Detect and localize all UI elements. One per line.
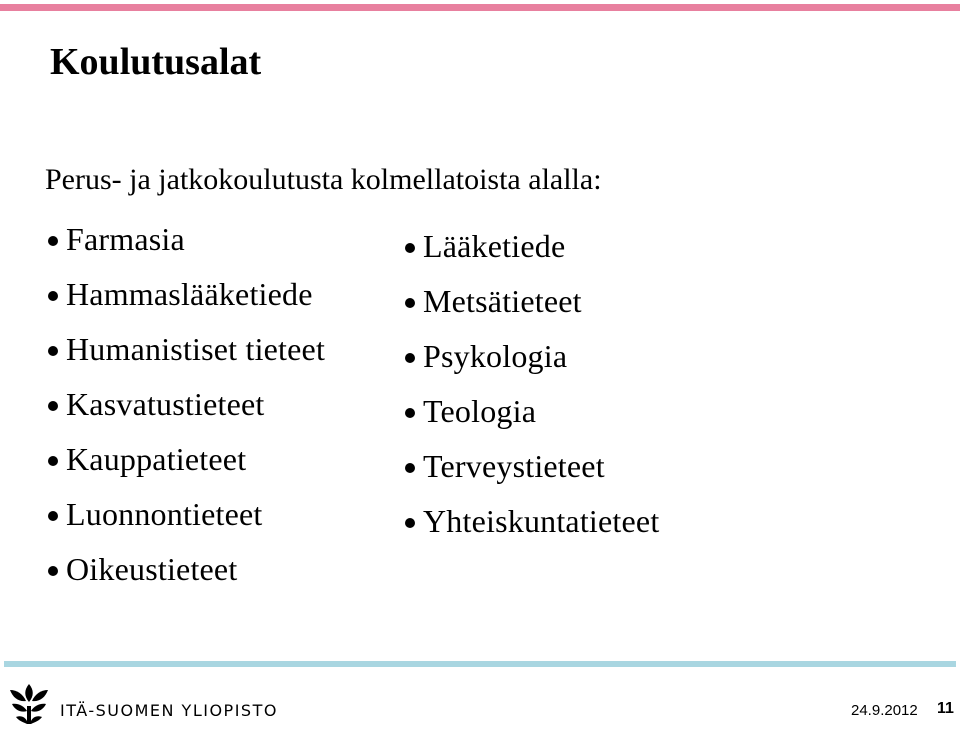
bullet-icon: [48, 346, 58, 356]
list-item: [48, 329, 325, 384]
list-item-label: Luonnontieteet: [66, 496, 263, 532]
footer-date: 24.9.2012: [851, 702, 918, 719]
list-item: [48, 274, 325, 329]
bullet-icon: [405, 298, 415, 308]
list-item: [405, 281, 659, 336]
bullet-icon: [405, 408, 415, 418]
slide-title: Koulutusalat: [50, 41, 262, 83]
bullet-icon: [48, 511, 58, 521]
list-item-label: Psykologia: [423, 338, 568, 374]
bullet-icon: [405, 243, 415, 253]
bottom-accent-bar: [4, 661, 956, 667]
bullet-icon: [405, 353, 415, 363]
list-item-label: Terveystieteet: [423, 448, 605, 484]
list-item-label: Metsätieteet: [423, 283, 582, 319]
list-item-label: Yhteiskuntatieteet: [423, 503, 660, 539]
list-item: [48, 494, 325, 549]
bullet-icon: [405, 518, 415, 528]
list-item-label: Hammaslääketiede: [66, 276, 313, 312]
list-item-label: Farmasia: [66, 221, 185, 257]
bullet-icon: [405, 463, 415, 473]
list-item-label: Oikeustieteet: [66, 551, 238, 587]
list-item: [405, 391, 659, 446]
intro-text: Perus- ja jatkokoulutusta kolmellatoista alalla:: [45, 163, 602, 196]
list-item: [405, 446, 659, 501]
page-number: 11: [937, 700, 954, 717]
list-item-label: Humanistiset tieteet: [66, 331, 326, 367]
university-logo-icon: [6, 680, 52, 726]
list-item: [48, 219, 325, 274]
field-list-left: [48, 219, 325, 604]
bullet-icon: [48, 566, 58, 576]
list-item: [405, 226, 659, 281]
bullet-icon: [48, 291, 58, 301]
list-item: [48, 549, 325, 604]
list-item: [48, 384, 325, 439]
list-item-label: Teologia: [423, 393, 537, 429]
list-item-label: Lääketiede: [423, 228, 566, 264]
list-item: [48, 439, 325, 494]
list-item: [405, 501, 659, 556]
bullet-icon: [48, 236, 58, 246]
field-list-right: [405, 226, 659, 556]
bullet-icon: [48, 401, 58, 411]
list-item: [405, 336, 659, 391]
bullet-icon: [48, 456, 58, 466]
top-accent-bar: [0, 4, 960, 11]
list-item-label: Kauppatieteet: [66, 441, 247, 477]
list-item-label: Kasvatustieteet: [66, 386, 265, 422]
footer-organization: ITÄ-SUOMEN YLIOPISTO: [60, 701, 278, 720]
